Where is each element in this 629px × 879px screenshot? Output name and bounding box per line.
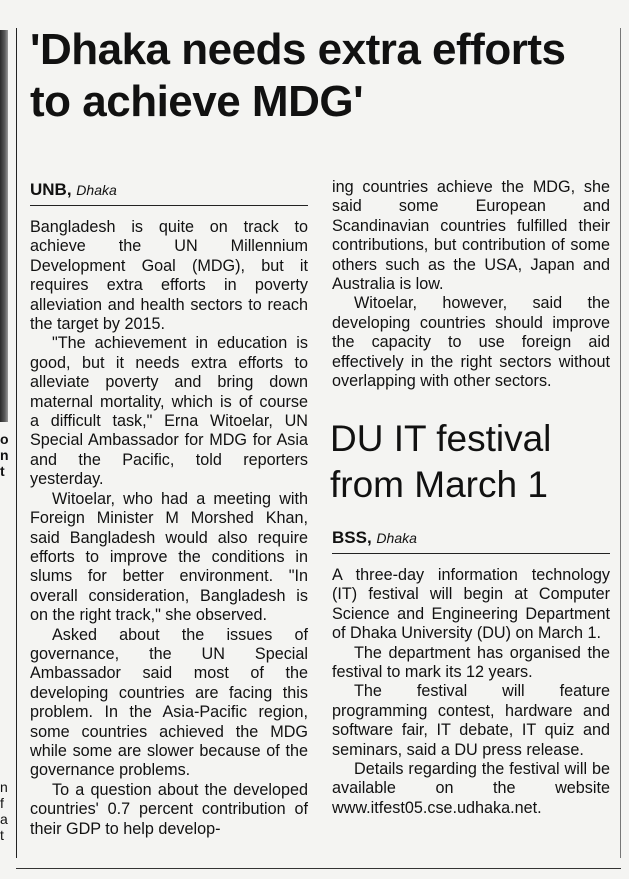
article1-column-1 (30, 218, 308, 839)
article2-paragraph: The festival will feature programming contest, hardware and software fair, IT debate, IT quiz and seminars, said a DU press release. (332, 682, 610, 759)
article1-paragraph: ing countries achieve the MDG, she said some European and Scandinavian countries fulfilled their contributions, but contribution of some others such as the USA, Japan and Australia is low. (332, 178, 610, 294)
article1-place: Dhaka (76, 182, 117, 198)
page-bottom-rule (16, 868, 621, 869)
article1-column-2 (332, 178, 610, 391)
article2-byline (332, 528, 417, 548)
article1-paragraph: Bangladesh is quite on track to achieve the UN Millennium Development Goal (MDG), but it requires extra efforts in poverty alleviation and health sectors to reach the target by 2015. (30, 218, 308, 334)
article1-agency: UNB, (30, 180, 72, 199)
article1-byline-rule (30, 205, 308, 206)
article1-paragraph: Witoelar, who had a meeting with Foreign Minister M Morshed Khan, said Bangladesh would also require efforts to improve the conditions in slums for better environment. "In overall consideration, Bangladesh is on the right track," she observed. (30, 489, 308, 625)
adjacent-column-fragment-bottom: n f a t (0, 780, 8, 843)
article2-paragraph: The department has organised the festival to mark its 12 years. (332, 643, 610, 682)
article2-headline: DU IT festival from March 1 (330, 418, 552, 505)
article2-body (332, 566, 610, 818)
article1-paragraph: "The achievement in education is good, but it needs extra efforts to alleviate poverty and bring down maternal mortality, which is of course a difficult task," Erna Witoelar, UN Special Ambassador for MDG for Asia and the Pacific, told reporters yesterday. (30, 334, 308, 489)
article1-paragraph: Witoelar, however, said the developing countries should improve the capacity to use foreign aid effectively in the right sectors without overlapping with other sectors. (332, 294, 610, 391)
article2-paragraph: A three-day information technology (IT) festival will begin at Computer Science and Engineering Department of Dhaka University (DU) on March 1. (332, 566, 610, 643)
article1-headline: 'Dhaka needs extra efforts to achieve MDG' (30, 25, 566, 126)
adjacent-column-fragment-top: o n t (0, 432, 9, 479)
article1-paragraph: Asked about the issues of governance, the UN Special Ambassador said most of the developing countries are facing this problem. In the Asia-Pacific region, some countries achieved the MDG while some are slower because of the governance problems. (30, 625, 308, 780)
article2-place: Dhaka (376, 530, 417, 546)
column-divider-right (620, 28, 621, 858)
article2-byline-rule (332, 553, 610, 554)
article1-paragraph: To a question about the developed countries' 0.7 percent contribution of their GDP to help develop- (30, 780, 308, 838)
article2-agency: BSS, (332, 528, 372, 547)
column-divider-left (16, 28, 17, 858)
article2-paragraph: Details regarding the festival will be available on the website www.itfest05.cse.udhaka.net. (332, 760, 610, 817)
article1-byline (30, 180, 117, 200)
adjacent-photo-edge (0, 30, 8, 422)
